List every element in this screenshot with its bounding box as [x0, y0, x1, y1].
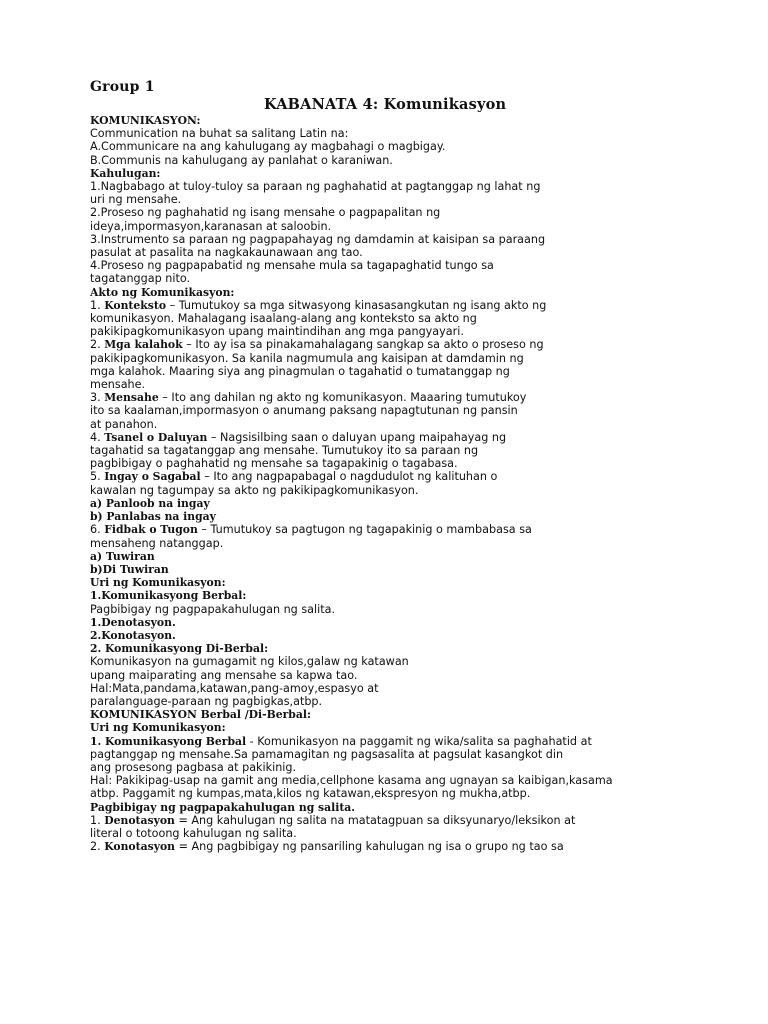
text-line — [90, 378, 740, 391]
text-line — [90, 761, 740, 774]
term-label: Konteksto — [104, 298, 167, 312]
text-line — [90, 814, 740, 827]
line-text: 3.Instrumento sa paraan ng pagpapahayag ng damdamin at kaisipan sa paraang — [90, 232, 546, 246]
line-text: pagtanggap ng mensahe.Sa pamamagitan ng pagsasalita at pagsulat kasangkot din — [90, 747, 564, 761]
line-text: pakikipagkomunikasyon. Sa kanila nagmumula ang kaisipan at damdamin ng — [90, 351, 524, 365]
line-text: komunikasyon. Mahalagang isaalang-alang ang konteksto sa akto ng — [90, 312, 477, 326]
text-line — [90, 774, 740, 787]
term-label: Tsanel o Daluyan — [104, 430, 208, 444]
line-text: at panahon. — [90, 417, 158, 431]
text-line — [90, 272, 740, 285]
line-text: – Ito ay isa sa pinakamahalagang sangkap sa akto o proseso ng — [182, 338, 544, 352]
text-line — [90, 365, 740, 378]
term-label: Konotasyon — [104, 840, 176, 854]
line-text: Hal:Mata,pandama,katawan,pang-amoy,espasyo at — [90, 681, 379, 695]
item-number: 5. — [90, 470, 105, 484]
line-text: Hal: Pakikipag-usap na gamit ang media,cellphone kasama ang ugnayan sa kaibigan,kasama — [90, 774, 613, 788]
term-label: Ingay o Sagabal — [104, 470, 201, 484]
document-body — [90, 114, 740, 853]
line-text: kawalan ng tagumpay sa akto ng pakikipagkomunikasyon. — [90, 483, 419, 497]
text-line — [90, 193, 740, 206]
section-heading: a) Tuwiran — [90, 549, 155, 563]
line-text: mga kalahok. Maaring siya ang pinagmulan o tagahatid o tumatanggap ng — [90, 364, 510, 378]
text-line — [90, 246, 740, 259]
line-text: literal o totoong kahulugan ng salita. — [90, 826, 297, 840]
line-text: tagatanggap nito. — [90, 272, 191, 286]
text-line — [90, 827, 740, 840]
section-heading: 1.Denotasyon. — [90, 615, 176, 629]
text-line — [90, 735, 740, 748]
text-line — [90, 404, 740, 417]
line-text: pasulat at pasalita na nagkakaunawaan ang tao. — [90, 246, 363, 260]
item-number: 1. — [90, 298, 105, 312]
section-heading: a) Panloob na ingay — [90, 496, 210, 510]
section-heading: Pagbibigay ng pagpapakahulugan ng salita. — [90, 800, 356, 814]
text-line — [90, 840, 740, 853]
section-heading: KOMUNIKASYON Berbal /Di-Berbal: — [90, 708, 311, 722]
text-line — [90, 470, 740, 483]
line-text: paralanguage-paraan ng pagbigkas,atbp. — [90, 694, 323, 708]
text-line — [90, 682, 740, 695]
term-label: Denotasyon — [104, 813, 175, 827]
item-number: 2. — [90, 338, 105, 352]
line-text: – Tumutukoy sa pagtugon ng tagapakinig o mambabasa sa — [197, 523, 532, 537]
line-text: 1.Nagbabago at tuloy-tuloy sa paraan ng paghahatid at pagtanggap ng lahat ng — [90, 180, 541, 194]
line-text: Komunikasyon na gumagamit ng kilos,galaw ng katawan — [90, 655, 409, 669]
text-line — [90, 391, 740, 404]
text-line — [90, 233, 740, 246]
line-text: pagbibigay o paghahatid ng mensahe sa tagapakinig o tagabasa. — [90, 457, 458, 471]
text-line — [90, 603, 740, 616]
item-number: 6. — [90, 523, 105, 537]
item-number: 2. — [90, 840, 105, 854]
term-label: Fidbak o Tugon — [104, 523, 198, 537]
line-text: uri ng mensahe. — [90, 193, 182, 207]
line-text: 4.Proseso ng pagpapabatid ng mensahe mula sa tagapaghatid tungo sa — [90, 259, 494, 273]
item-number: 3. — [90, 391, 105, 405]
item-number: 1. — [90, 813, 105, 827]
line-text: Pagbibigay ng pagpapakahulugan ng salita. — [90, 602, 336, 616]
section-heading: Kahulugan: — [90, 166, 161, 180]
line-text: = Ang kahulugan ng salita na matatagpuan sa diksyunaryo/leksikon at — [174, 813, 576, 827]
text-line — [90, 669, 740, 682]
line-text: - Komunikasyon na paggamit ng wika/salita sa paghahatid at — [246, 734, 592, 748]
section-heading: 2. Komunikasyong Di-Berbal: — [90, 642, 269, 656]
text-line — [90, 154, 740, 167]
line-text: – Tumutukoy sa mga sitwasyong kinasasangkutan ng isang akto ng — [166, 298, 547, 312]
text-line — [90, 312, 740, 325]
text-line — [90, 206, 740, 219]
text-line — [90, 140, 740, 153]
section-heading: Uri ng Komunikasyon: — [90, 576, 226, 590]
section-heading: KOMUNIKASYON: — [90, 114, 201, 127]
group-label: Group 1 — [90, 79, 155, 95]
section-heading: Uri ng Komunikasyon: — [90, 721, 226, 735]
text-line — [90, 338, 740, 351]
line-text: 2.Proseso ng paghahatid ng isang mensahe o pagpapalitan ng — [90, 206, 441, 220]
line-text: – Ito ang dahilan ng akto ng komunikasyon. Maaaring tumutukoy — [158, 391, 527, 405]
line-text: ideya,impormasyon,karanasan at saloobin. — [90, 219, 332, 233]
line-text: = Ang pagbibigay ng pansariling kahulugan ng isa o grupo ng tao sa — [175, 840, 564, 854]
text-line — [90, 748, 740, 761]
text-line — [90, 523, 740, 536]
line-text: mensahe. — [90, 378, 146, 392]
text-line — [90, 259, 740, 272]
chapter-title: KABANATA 4: Komunikasyon — [264, 96, 507, 113]
text-line — [90, 457, 740, 470]
section-heading: b) Panlabas na ingay — [90, 510, 216, 524]
line-text: ang prosesong pagbasa at pakikinig. — [90, 760, 297, 774]
text-line — [90, 220, 740, 233]
text-line — [90, 695, 740, 708]
line-text: pakikipagkomunikasyon upang maintindihan ang mga pangyayari. — [90, 325, 464, 339]
text-line — [90, 655, 740, 668]
item-number: 4. — [90, 430, 105, 444]
text-line — [90, 180, 740, 193]
text-line — [90, 418, 740, 431]
line-text: A.Communicare na ang kahulugang ay magbahagi o magbigay. — [90, 140, 446, 154]
text-line — [90, 787, 740, 800]
section-heading: 1.Komunikasyong Berbal: — [90, 589, 247, 603]
line-text: – Ito ang nagpapabagal o nagdudulot ng kalituhan o — [200, 470, 498, 484]
term-label: 1. Komunikasyong Berbal — [90, 734, 247, 748]
text-line — [90, 444, 740, 457]
text-line — [90, 484, 740, 497]
text-line — [90, 325, 740, 338]
section-heading: 2.Konotasyon. — [90, 628, 176, 642]
text-line — [90, 352, 740, 365]
text-line — [90, 537, 740, 550]
line-text: mensaheng natanggap. — [90, 536, 224, 550]
line-text: B.Communis na kahulugang ay panlahat o karaniwan. — [90, 153, 393, 167]
text-line — [90, 431, 740, 444]
term-label: Mensahe — [104, 391, 159, 405]
line-text: ito sa kaalaman,impormasyon o anumang paksang napagtutunan ng pansin — [90, 404, 518, 418]
term-label: Mga kalahok — [104, 338, 183, 352]
line-text: atbp. Paggamit ng kumpas,mata,kilos ng katawan,ekspresyon ng mukha,atbp. — [90, 787, 531, 801]
line-text: – Nagsisilbing saan o daluyan upang maipahayag ng — [207, 430, 507, 444]
line-text: Communication na buhat sa salitang Latin na: — [90, 127, 349, 141]
document-page — [90, 78, 740, 853]
line-text: tagahatid sa tagatanggap ang mensahe. Tumutukoy ito sa paraan ng — [90, 444, 479, 458]
section-heading: Akto ng Komunikasyon: — [90, 285, 235, 299]
line-text: upang maiparating ang mensahe sa kapwa tao. — [90, 668, 358, 682]
text-line — [90, 127, 740, 140]
section-heading: b)Di Tuwiran — [90, 562, 169, 576]
text-line — [90, 299, 740, 312]
